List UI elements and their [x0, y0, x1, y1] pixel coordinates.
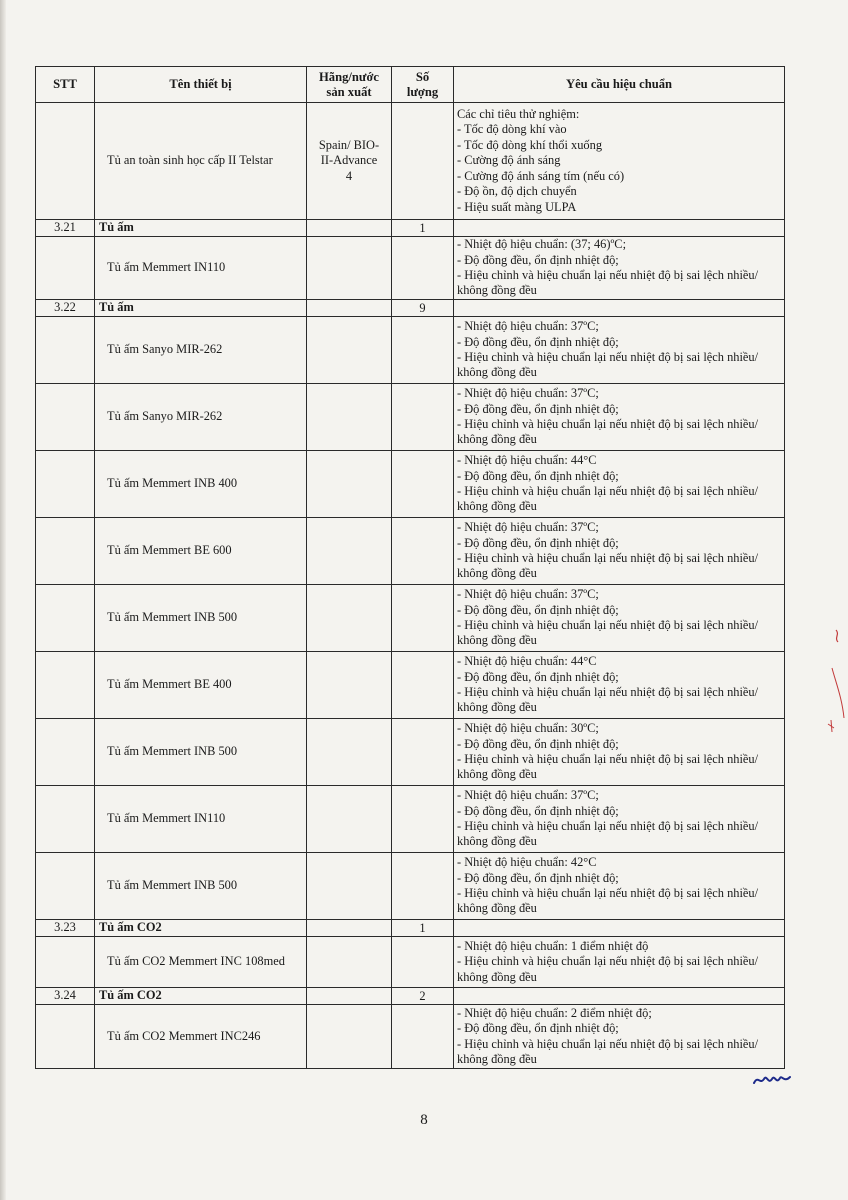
requirements-cell: - Nhiệt độ hiệu chuẩn: 30ºC; - Độ đồng đều, ổn định nhiệt độ; - Hiệu chỉnh và hiệu chuẩn lại nếu nhiệt độ bị sai lệch nhiều/ không đồng đều [454, 719, 785, 786]
device-name: Tủ ấm Memmert IN110 [95, 237, 307, 300]
device-name: Tủ ấm Memmert BE 600 [95, 518, 307, 585]
device-name: Tủ ấm Memmert INB 400 [95, 451, 307, 518]
requirements-cell: - Nhiệt độ hiệu chuẩn: 37ºC; - Độ đồng đều, ổn định nhiệt độ; - Hiệu chỉnh và hiệu chuẩn lại nếu nhiệt độ bị sai lệch nhiều/ không đồng đều [454, 317, 785, 384]
category-name: Tủ ấm CO2 [95, 988, 307, 1005]
device-name: Tủ ấm Memmert BE 400 [95, 652, 307, 719]
page-number: 8 [420, 1112, 428, 1128]
table-row [36, 652, 785, 719]
category-row [36, 220, 785, 237]
table-row [36, 317, 785, 384]
margin-signature-mark [822, 628, 848, 748]
device-name: Tủ ấm Memmert IN110 [95, 786, 307, 853]
category-stt: 3.22 [36, 300, 95, 317]
table-row [36, 237, 785, 300]
requirements-cell: - Nhiệt độ hiệu chuẩn: 42°C - Độ đồng đều, ổn định nhiệt độ; - Hiệu chỉnh và hiệu chuẩn lại nếu nhiệt độ bị sai lệch nhiều/ không đồng đều [454, 853, 785, 920]
table-row [36, 1005, 785, 1069]
requirements-cell: - Nhiệt độ hiệu chuẩn: (37; 46)ºC; - Độ đồng đều, ổn định nhiệt độ; - Hiệu chỉnh và hiệu chuẩn lại nếu nhiệt độ bị sai lệch nhiều/ không đồng đều [454, 237, 785, 300]
requirements-cell: - Nhiệt độ hiệu chuẩn: 37ºC; - Độ đồng đều, ổn định nhiệt độ; - Hiệu chỉnh và hiệu chuẩn lại nếu nhiệt độ bị sai lệch nhiều/ không đồng đều [454, 786, 785, 853]
header-requirements: Yêu cầu hiệu chuẩn [454, 67, 785, 103]
category-name: Tủ ấm CO2 [95, 920, 307, 937]
scanned-page-edge [0, 0, 6, 1200]
category-quantity: 9 [392, 300, 454, 317]
table-row [36, 719, 785, 786]
device-name: Tủ an toàn sinh học cấp II Telstar [95, 103, 307, 220]
requirements-cell: - Nhiệt độ hiệu chuẩn: 44°C - Độ đồng đều, ổn định nhiệt độ; - Hiệu chỉnh và hiệu chuẩn lại nếu nhiệt độ bị sai lệch nhiều/ không đồng đều [454, 451, 785, 518]
table-row [36, 853, 785, 920]
device-name: Tủ ấm CO2 Memmert INC 108med [95, 937, 307, 988]
category-quantity: 2 [392, 988, 454, 1005]
table-row [36, 451, 785, 518]
category-stt: 3.24 [36, 988, 95, 1005]
device-name: Tủ ấm Memmert INB 500 [95, 585, 307, 652]
header-stt: STT [36, 67, 95, 103]
table-row [36, 585, 785, 652]
manufacturer-cell: Spain/ BIO- II-Advance 4 [307, 103, 392, 220]
requirements-cell: - Nhiệt độ hiệu chuẩn: 44°C - Độ đồng đều, ổn định nhiệt độ; - Hiệu chỉnh và hiệu chuẩn lại nếu nhiệt độ bị sai lệch nhiều/ không đồng đều [454, 652, 785, 719]
table-row [36, 384, 785, 451]
device-name: Tủ ấm Memmert INB 500 [95, 853, 307, 920]
requirements-cell: - Nhiệt độ hiệu chuẩn: 1 điểm nhiệt độ - Hiệu chỉnh và hiệu chuẩn lại nếu nhiệt độ bị sai lệch nhiều/ không đồng đều [454, 937, 785, 988]
requirements-cell: Các chỉ tiêu thử nghiệm: - Tốc độ dòng khí vào - Tốc độ dòng khí thổi xuống - Cường độ ánh sáng - Cường độ ánh sáng tím (nếu có) - Độ ồn, độ dịch chuyển - Hiệu suất màng ULPA [454, 103, 785, 220]
header-quantity: Số lượng [392, 67, 454, 103]
category-name: Tủ ấm [95, 220, 307, 237]
header-manufacturer: Hãng/nước sản xuất [307, 67, 392, 103]
category-row [36, 300, 785, 317]
category-row [36, 988, 785, 1005]
device-name: Tủ ấm Sanyo MIR-262 [95, 384, 307, 451]
table-row [36, 937, 785, 988]
category-row [36, 920, 785, 937]
category-stt: 3.21 [36, 220, 95, 237]
header-device-name: Tên thiết bị [95, 67, 307, 103]
requirements-cell: - Nhiệt độ hiệu chuẩn: 2 điểm nhiệt độ; - Độ đồng đều, ổn định nhiệt độ; - Hiệu chỉnh và hiệu chuẩn lại nếu nhiệt độ bị sai lệch nhiều/ không đồng đều [454, 1005, 785, 1069]
device-name: Tủ ấm Sanyo MIR-262 [95, 317, 307, 384]
category-name: Tủ ấm [95, 300, 307, 317]
table-row [36, 518, 785, 585]
calibration-requirements-table [35, 66, 785, 1069]
requirements-cell: - Nhiệt độ hiệu chuẩn: 37ºC; - Độ đồng đều, ổn định nhiệt độ; - Hiệu chỉnh và hiệu chuẩn lại nếu nhiệt độ bị sai lệch nhiều/ không đồng đều [454, 518, 785, 585]
category-stt: 3.23 [36, 920, 95, 937]
requirements-cell: - Nhiệt độ hiệu chuẩn: 37ºC; - Độ đồng đều, ổn định nhiệt độ; - Hiệu chỉnh và hiệu chuẩn lại nếu nhiệt độ bị sai lệch nhiều/ không đồng đều [454, 585, 785, 652]
category-quantity: 1 [392, 220, 454, 237]
device-name: Tủ ấm Memmert INB 500 [95, 719, 307, 786]
handwritten-initials [752, 1071, 792, 1089]
category-quantity: 1 [392, 920, 454, 937]
requirements-cell: - Nhiệt độ hiệu chuẩn: 37ºC; - Độ đồng đều, ổn định nhiệt độ; - Hiệu chỉnh và hiệu chuẩn lại nếu nhiệt độ bị sai lệch nhiều/ không đồng đều [454, 384, 785, 451]
table-row [36, 103, 785, 220]
stt-cell [36, 103, 95, 220]
table-header-row [36, 67, 785, 103]
table-row [36, 786, 785, 853]
quantity-cell [392, 103, 454, 220]
device-name: Tủ ấm CO2 Memmert INC246 [95, 1005, 307, 1069]
